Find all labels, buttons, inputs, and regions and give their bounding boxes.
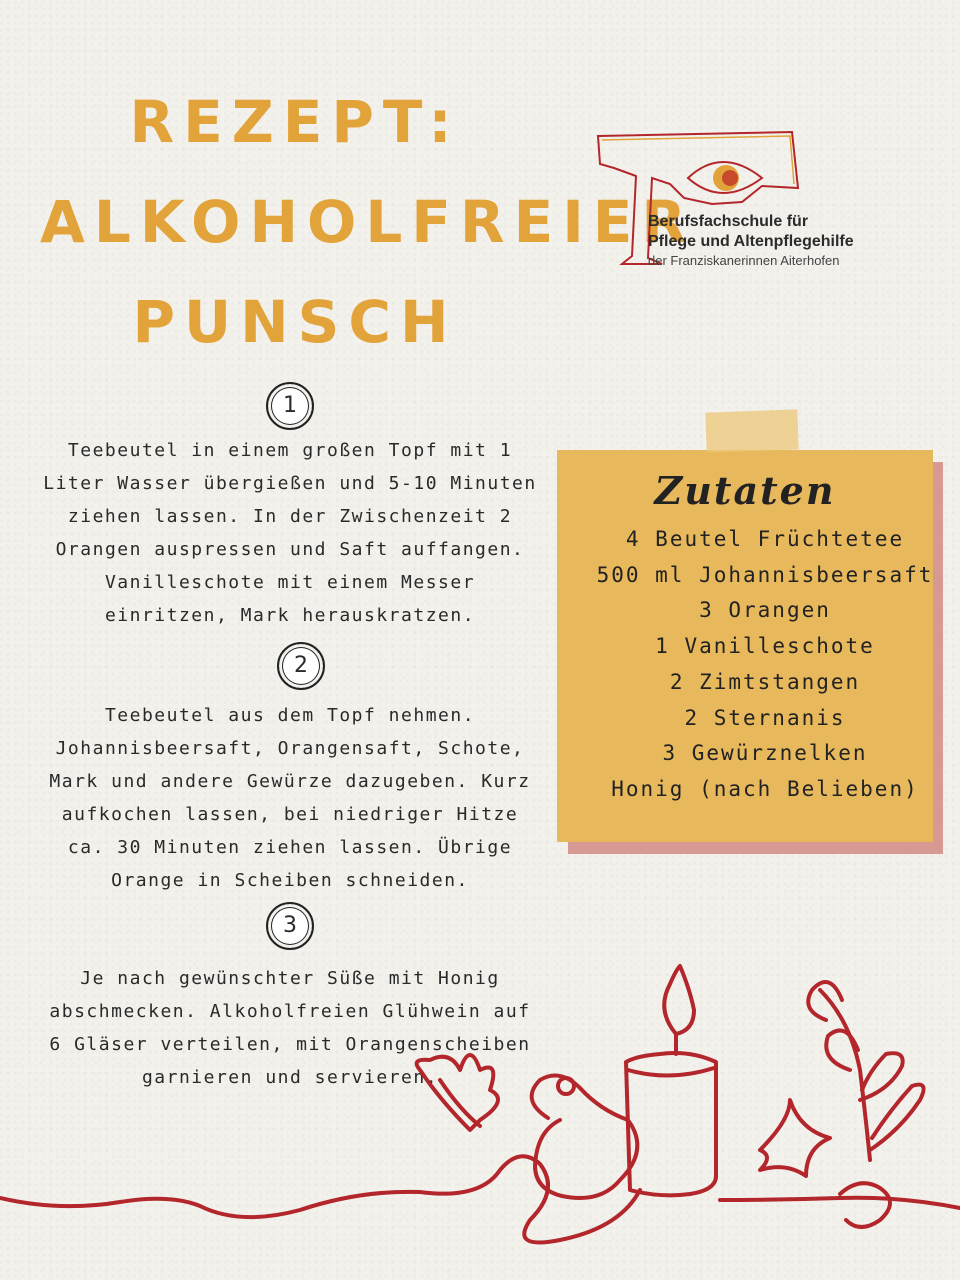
ingredients-title: Zutaten	[654, 468, 836, 513]
school-name	[648, 212, 854, 270]
ingredients-list	[557, 522, 960, 808]
step-3-number: 3	[266, 902, 314, 950]
school-name-line-2: Pflege und Altenpflegehilfe	[648, 233, 854, 250]
title-line-3: PUNSCH	[132, 288, 458, 356]
tape-strip	[705, 409, 798, 452]
ingredient-item: Honig (nach Belieben)	[611, 776, 919, 801]
step-2-text: Teebeutel aus dem Topf nehmen. Johannisbeersaft, Orangensaft, Schote, Mark und andere Gewürze dazugeben. Kurz aufkochen lassen, bei niedriger Hitze ca. 30 Minuten ziehen lassen. Übrige Orange in Scheiben schneiden.	[49, 705, 531, 891]
step-1-number: 1	[266, 382, 314, 430]
ingredient-item: 1 Vanilleschote	[655, 634, 875, 659]
step-2-number: 2	[277, 642, 325, 690]
title-line-1: REZEPT:	[129, 88, 461, 156]
ingredient-item: 2 Sternanis	[684, 705, 846, 730]
step-1-text: Teebeutel in einem großen Topf mit 1 Liter Wasser übergießen und 5-10 Minuten ziehen lassen. In der Zwischenzeit 2 Orangen auspressen und Saft auffangen. Vanilleschote mit einem Messer einritzen, Mark herauskratzen.	[43, 440, 537, 626]
ingredient-item: 500 ml Johannisbeersaft	[596, 562, 934, 587]
school-name-line-1: Berufsfachschule für	[648, 213, 809, 230]
ingredient-item: 2 Zimtstangen	[669, 669, 861, 694]
candle-illustration-icon	[0, 950, 960, 1280]
ingredient-item: 4 Beutel Früchtetee	[625, 527, 905, 551]
recipe-title	[40, 72, 696, 372]
ingredient-item: 3 Gewürznelken	[662, 741, 868, 766]
school-name-line-3: der Franziskanerinnen Aiterhofen	[648, 253, 840, 268]
ingredient-item: 3 Orangen	[699, 598, 831, 623]
step-3-text: Je nach gewünschter Süße mit Honig abschmecken. Alkoholfreien Glühwein auf 6 Gläser verteilen, mit Orangenscheiben garnieren und servieren.	[49, 968, 531, 1088]
title-line-2: ALKOHOLFREIER	[40, 188, 696, 256]
